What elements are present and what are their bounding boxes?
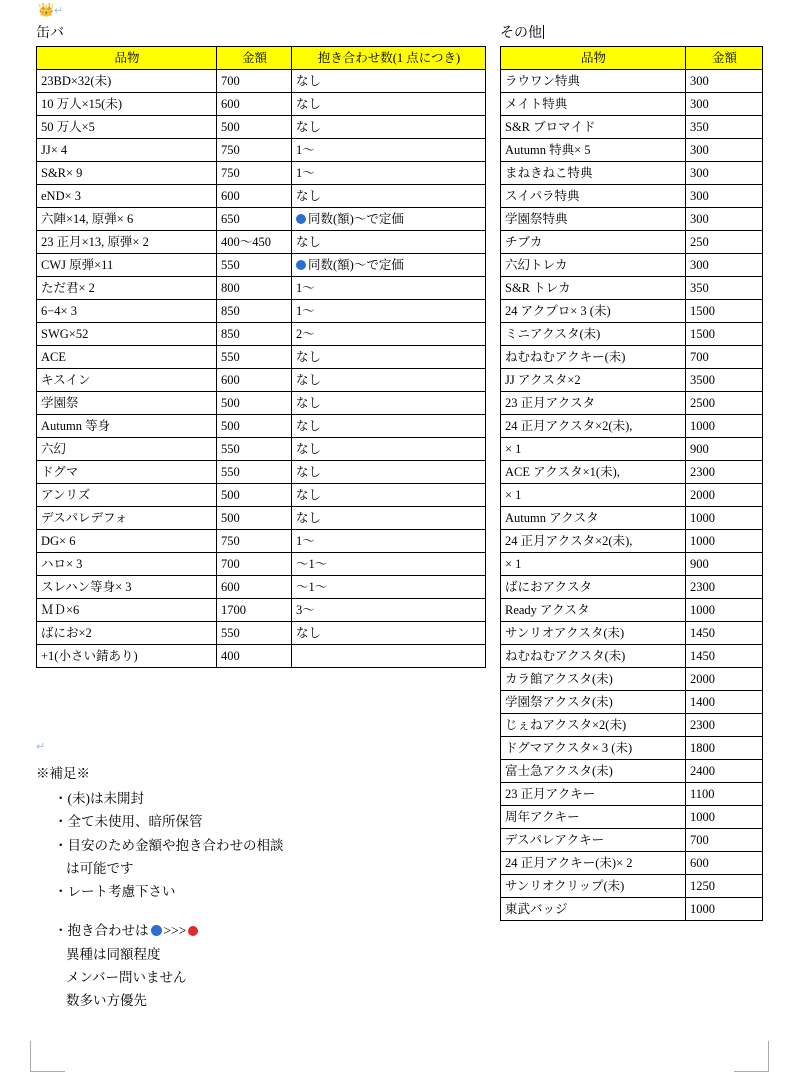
table-row <box>501 599 763 622</box>
red-circle-icon <box>188 926 198 936</box>
cell-bundle <box>292 208 486 231</box>
table-row <box>501 461 763 484</box>
table-row <box>501 852 763 875</box>
table-row <box>501 438 763 461</box>
list-item: ・レート考慮下さい <box>54 884 176 900</box>
table-row <box>37 208 486 231</box>
cell-item: Autumn アクスタ <box>501 507 686 530</box>
notes-list <box>36 787 456 1012</box>
cell-price: 350 <box>686 277 763 300</box>
cell-bundle: なし <box>292 461 486 484</box>
cell-price: 2300 <box>686 714 763 737</box>
cell-price: 1250 <box>686 875 763 898</box>
cell-item: 23 正月アクキー <box>501 783 686 806</box>
cell-price: 1450 <box>686 622 763 645</box>
cell-item: ただ君× 2 <box>37 277 217 300</box>
list-item: ・全て未使用、暗所保管 <box>54 814 203 830</box>
cell-item: 23BD×32(未) <box>37 70 217 93</box>
list-item: 異種は同額程度 <box>66 946 161 962</box>
cell-price: 1000 <box>686 415 763 438</box>
cell-item: じぇねアクスタ×2(未) <box>501 714 686 737</box>
cell-item: × 1 <box>501 484 686 507</box>
table-row <box>501 93 763 116</box>
cell-price: 750 <box>217 530 292 553</box>
cell-item: ACE <box>37 346 217 369</box>
table-row <box>501 875 763 898</box>
table-row <box>37 576 486 599</box>
other-goods-table <box>500 46 763 921</box>
blue-circle-icon <box>296 214 306 224</box>
table-row <box>501 139 763 162</box>
cell-price: 500 <box>217 484 292 507</box>
cell-item: 23 正月×13, 原弾× 2 <box>37 231 217 254</box>
cell-item: ハロ× 3 <box>37 553 217 576</box>
list-item: ・(未)は未開封 <box>54 791 144 807</box>
cell-item: カラ館アクスタ(未) <box>501 668 686 691</box>
list-item: 数多い方優先 <box>66 992 147 1008</box>
heading-right-text: その他 <box>500 26 542 41</box>
cell-price: 400〜450 <box>217 231 292 254</box>
table-row <box>501 737 763 760</box>
cell-price: 600 <box>217 93 292 116</box>
cell-item: Autumn 等身 <box>37 415 217 438</box>
cell-price: 800 <box>217 277 292 300</box>
table-row <box>501 484 763 507</box>
cell-bundle <box>292 645 486 668</box>
cell-price: 2500 <box>686 392 763 415</box>
cell-item: 50 万人×5 <box>37 116 217 139</box>
text-caret <box>543 25 544 39</box>
blue-circle-icon <box>296 260 306 270</box>
cell-price: 1000 <box>686 530 763 553</box>
table-row <box>501 70 763 93</box>
cell-price: 1100 <box>686 783 763 806</box>
cell-price: 600 <box>217 185 292 208</box>
table-row <box>37 93 486 116</box>
list-item-trade-rule <box>54 919 456 942</box>
cell-bundle: 2〜 <box>292 323 486 346</box>
table-header-row <box>501 47 763 70</box>
cell-price: 550 <box>217 438 292 461</box>
table-row <box>501 553 763 576</box>
cell-item: 東武バッジ <box>501 898 686 921</box>
table-row <box>37 622 486 645</box>
cell-price: 1000 <box>686 507 763 530</box>
cell-item: ドグマ <box>37 461 217 484</box>
cell-price: 550 <box>217 346 292 369</box>
cell-price: 350 <box>686 116 763 139</box>
table-row <box>501 576 763 599</box>
table-row <box>37 300 486 323</box>
cell-price: 2300 <box>686 576 763 599</box>
table-row <box>37 461 486 484</box>
table-row <box>501 691 763 714</box>
list-item: は可能です <box>66 860 134 876</box>
cell-item: メイト特典 <box>501 93 686 116</box>
cell-price: 300 <box>686 93 763 116</box>
cell-price: 1500 <box>686 323 763 346</box>
cell-price: 500 <box>217 116 292 139</box>
cell-item: × 1 <box>501 553 686 576</box>
cell-price: 1000 <box>686 806 763 829</box>
table-row <box>501 783 763 806</box>
table-row <box>501 346 763 369</box>
table-row <box>501 415 763 438</box>
cell-bundle: なし <box>292 185 486 208</box>
cell-item: eND× 3 <box>37 185 217 208</box>
cell-price: 700 <box>217 553 292 576</box>
cell-bundle: なし <box>292 507 486 530</box>
table-row <box>501 254 763 277</box>
table-row <box>37 553 486 576</box>
cell-bundle: なし <box>292 484 486 507</box>
cell-price: 850 <box>217 300 292 323</box>
cell-item: S&R× 9 <box>37 162 217 185</box>
cell-price: 850 <box>217 323 292 346</box>
crown-icon: 👑 <box>38 2 55 17</box>
cell-item: S&R トレカ <box>501 277 686 300</box>
cell-bundle: なし <box>292 346 486 369</box>
cell-item: ねむねむアクスタ(未) <box>501 645 686 668</box>
cell-price: 300 <box>686 139 763 162</box>
cell-price: 1400 <box>686 691 763 714</box>
cell-bundle: なし <box>292 70 486 93</box>
table-row <box>501 622 763 645</box>
cell-item: ラウワン特典 <box>501 70 686 93</box>
table-row <box>501 185 763 208</box>
cell-item: JJ× 4 <box>37 139 217 162</box>
cell-item: アンリズ <box>37 484 217 507</box>
table-row <box>501 668 763 691</box>
cell-item: 周年アクキー <box>501 806 686 829</box>
table-row <box>37 277 486 300</box>
cell-item: デスパレアクキー <box>501 829 686 852</box>
cell-bundle: 1〜 <box>292 300 486 323</box>
cell-price: 600 <box>217 576 292 599</box>
table-row <box>501 898 763 921</box>
cell-price: 2400 <box>686 760 763 783</box>
cell-bundle: なし <box>292 369 486 392</box>
cell-item: 六幻 <box>37 438 217 461</box>
column-header-bundle: 抱き合わせ数(1 点につき) <box>292 47 486 70</box>
cell-price: 1500 <box>686 300 763 323</box>
cell-item: まねきねこ特典 <box>501 162 686 185</box>
table-row <box>501 645 763 668</box>
cell-item: ＭＤ×6 <box>37 599 217 622</box>
cell-bundle: なし <box>292 438 486 461</box>
cell-price: 2000 <box>686 668 763 691</box>
cell-price: 600 <box>217 369 292 392</box>
cell-price: 500 <box>217 507 292 530</box>
page-corner-bottom-left <box>30 1041 65 1072</box>
cell-item: SWG×52 <box>37 323 217 346</box>
table-row <box>37 185 486 208</box>
cell-bundle: 3〜 <box>292 599 486 622</box>
cell-item: ばにお×2 <box>37 622 217 645</box>
table-row <box>37 415 486 438</box>
table-row <box>501 507 763 530</box>
cell-price: 900 <box>686 553 763 576</box>
cell-bundle: 1〜 <box>292 162 486 185</box>
cell-bundle: 〜1〜 <box>292 576 486 599</box>
table-row <box>37 392 486 415</box>
column-header-item: 品物 <box>37 47 217 70</box>
table-row <box>37 438 486 461</box>
cell-price: 550 <box>217 254 292 277</box>
table-row <box>37 530 486 553</box>
table-row <box>37 645 486 668</box>
cell-price: 3500 <box>686 369 763 392</box>
cell-item: スレハン等身× 3 <box>37 576 217 599</box>
cell-item: 24 正月アクキー(未)× 2 <box>501 852 686 875</box>
cell-item: DG× 6 <box>37 530 217 553</box>
cell-price: 650 <box>217 208 292 231</box>
list-item: メンバー問いません <box>66 969 187 985</box>
cell-item: Ready アクスタ <box>501 599 686 622</box>
cell-price: 300 <box>686 162 763 185</box>
cell-item: スイパラ特典 <box>501 185 686 208</box>
table-row <box>501 208 763 231</box>
cell-price: 550 <box>217 622 292 645</box>
cell-item: 六陣×14, 原弾× 6 <box>37 208 217 231</box>
blue-circle-icon <box>151 925 162 936</box>
cell-item: サンリオクリップ(未) <box>501 875 686 898</box>
heading-right <box>500 22 544 42</box>
cell-item: 23 正月アクスタ <box>501 392 686 415</box>
table-header-row <box>37 47 486 70</box>
table-row <box>37 369 486 392</box>
cell-item: 24 正月アクスタ×2(未), <box>501 415 686 438</box>
cell-item: チブカ <box>501 231 686 254</box>
cell-price: 500 <box>217 392 292 415</box>
table-row <box>37 323 486 346</box>
table-row <box>501 300 763 323</box>
cell-item: 学園祭アクスタ(未) <box>501 691 686 714</box>
cell-price: 1800 <box>686 737 763 760</box>
cell-price: 2300 <box>686 461 763 484</box>
cell-price: 300 <box>686 185 763 208</box>
cell-item: サンリオアクスタ(未) <box>501 622 686 645</box>
table-row <box>501 806 763 829</box>
table-row <box>37 254 486 277</box>
heading-left-text: 缶バ <box>36 26 64 41</box>
cell-bundle: 1〜 <box>292 277 486 300</box>
cell-item: ねむねむアクキー(未) <box>501 346 686 369</box>
table-row <box>501 714 763 737</box>
cell-price: 500 <box>217 415 292 438</box>
table-row <box>37 231 486 254</box>
cell-item: 10 万人×15(未) <box>37 93 217 116</box>
cell-item: 六幻トレカ <box>501 254 686 277</box>
table-row <box>501 162 763 185</box>
cell-item: Autumn 特典× 5 <box>501 139 686 162</box>
cell-bundle: なし <box>292 231 486 254</box>
paragraph-mark: ↵ <box>54 5 64 17</box>
cell-item: S&R ブロマイド <box>501 116 686 139</box>
cell-bundle: なし <box>292 622 486 645</box>
cell-price: 700 <box>686 829 763 852</box>
table-row <box>37 484 486 507</box>
cell-price: 250 <box>686 231 763 254</box>
table-row <box>501 829 763 852</box>
table-row <box>501 323 763 346</box>
heading-left <box>36 22 64 42</box>
page-corner-bottom-right <box>734 1041 769 1072</box>
cell-price: 600 <box>686 852 763 875</box>
cell-bundle: なし <box>292 415 486 438</box>
cell-item: 24 アクプロ× 3 (未) <box>501 300 686 323</box>
cell-item: 6−4× 3 <box>37 300 217 323</box>
list-item: ・目安のため金額や抱き合わせの相談 <box>54 837 284 853</box>
empty-paragraph-mark: ↵ <box>36 741 46 753</box>
table-row <box>37 599 486 622</box>
cell-bundle: 1〜 <box>292 139 486 162</box>
cell-bundle: 1〜 <box>292 530 486 553</box>
table-row <box>37 162 486 185</box>
cell-item: 学園祭 <box>37 392 217 415</box>
kanbadge-table <box>36 46 486 668</box>
cell-price: 300 <box>686 70 763 93</box>
cell-item: 24 正月アクスタ×2(未), <box>501 530 686 553</box>
cell-item: +1(小さい錆あり) <box>37 645 217 668</box>
cell-item: デスパレデフォ <box>37 507 217 530</box>
cell-price: 1000 <box>686 599 763 622</box>
cell-price: 1000 <box>686 898 763 921</box>
table-row <box>501 116 763 139</box>
cell-price: 750 <box>217 162 292 185</box>
table-row <box>501 530 763 553</box>
table-row <box>501 277 763 300</box>
cell-text: 同数(額)〜で定価 <box>308 211 404 226</box>
cell-bundle: なし <box>292 116 486 139</box>
table-row <box>37 116 486 139</box>
cell-item: × 1 <box>501 438 686 461</box>
column-header-price: 金額 <box>686 47 763 70</box>
cell-bundle: なし <box>292 392 486 415</box>
column-header-price: 金額 <box>217 47 292 70</box>
cell-price: 2000 <box>686 484 763 507</box>
cell-text: 同数(額)〜で定価 <box>308 257 404 272</box>
table-row <box>37 139 486 162</box>
cell-bundle: 〜1〜 <box>292 553 486 576</box>
cell-item: 富士急アクスタ(未) <box>501 760 686 783</box>
table-row <box>501 760 763 783</box>
table-row <box>501 231 763 254</box>
table-row <box>501 369 763 392</box>
trade-rule-prefix: ・抱き合わせは <box>54 923 149 939</box>
cell-item: ばにおアクスタ <box>501 576 686 599</box>
column-header-item: 品物 <box>501 47 686 70</box>
table-row <box>37 70 486 93</box>
cell-price: 400 <box>217 645 292 668</box>
cell-price: 700 <box>217 70 292 93</box>
cell-item: ドグマアクスタ× 3 (未) <box>501 737 686 760</box>
cell-price: 550 <box>217 461 292 484</box>
cell-price: 1450 <box>686 645 763 668</box>
cell-price: 300 <box>686 208 763 231</box>
cell-price: 750 <box>217 139 292 162</box>
cell-price: 700 <box>686 346 763 369</box>
cell-bundle: なし <box>292 93 486 116</box>
notes-title: ※補足※ <box>36 766 90 781</box>
cell-item: CWJ 原弾×11 <box>37 254 217 277</box>
cell-item: ミニアクスタ(未) <box>501 323 686 346</box>
cell-item: JJ アクスタ×2 <box>501 369 686 392</box>
notes-section <box>36 762 456 1012</box>
table-row <box>37 346 486 369</box>
trade-rule-mid: >>> <box>163 923 187 939</box>
cell-item: 学園祭特典 <box>501 208 686 231</box>
table-row <box>37 507 486 530</box>
table-row <box>501 392 763 415</box>
cell-price: 900 <box>686 438 763 461</box>
cell-price: 300 <box>686 254 763 277</box>
cell-item: キスイン <box>37 369 217 392</box>
cell-bundle <box>292 254 486 277</box>
list-spacer <box>54 903 456 919</box>
cell-price: 1700 <box>217 599 292 622</box>
cell-item: ACE アクスタ×1(未), <box>501 461 686 484</box>
